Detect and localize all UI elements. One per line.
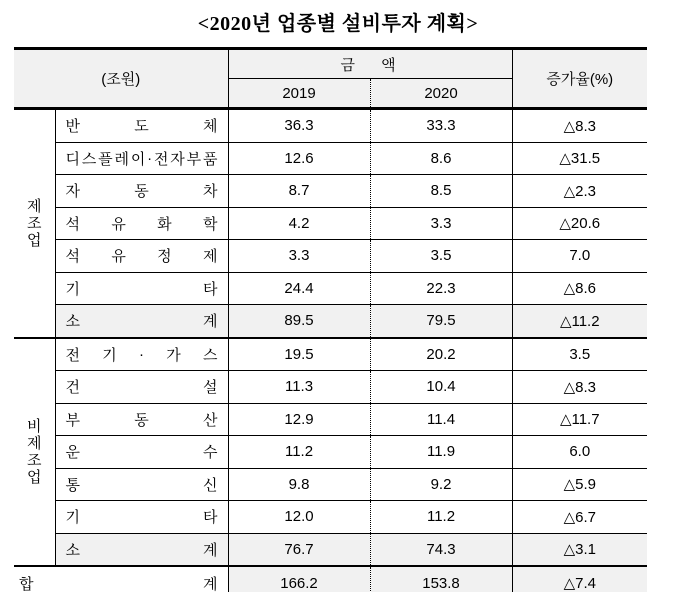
value-2019-cell: 8.7 <box>228 175 370 208</box>
row-label-1-0 <box>56 344 228 365</box>
group-label-char: 비 <box>27 417 42 435</box>
row-label-total <box>14 573 228 592</box>
label-char: 부 <box>186 150 202 168</box>
unit-header-cell: (조원) <box>14 49 228 109</box>
label-char: 합 <box>19 575 34 592</box>
year-2019-header-cell: 2019 <box>228 79 370 109</box>
group-label-char: 제 <box>27 434 42 452</box>
total-2020-cell: 153.8 <box>370 566 512 592</box>
growth-rate-cell: △11.7 <box>512 403 647 436</box>
value-2020-cell: 8.6 <box>370 142 512 175</box>
label-char: 반 <box>65 118 80 136</box>
label-char: 유 <box>111 215 126 233</box>
growth-rate-cell: △2.3 <box>512 175 647 208</box>
value-2020-cell: 11.4 <box>370 403 512 436</box>
table-row <box>14 207 647 240</box>
group-label-char: 조 <box>27 214 42 232</box>
value-2019-cell: 3.3 <box>228 240 370 273</box>
value-2019-cell: 12.6 <box>228 142 370 175</box>
table-row <box>14 501 647 534</box>
growth-rate-cell: △8.6 <box>512 272 647 305</box>
value-2020-cell: 10.4 <box>370 371 512 404</box>
growth-rate-cell: △8.3 <box>512 371 647 404</box>
label-char: 신 <box>203 476 218 494</box>
row-label-0-3 <box>56 213 228 234</box>
growth-rate-cell: 7.0 <box>512 240 647 273</box>
value-2019-cell: 24.4 <box>228 272 370 305</box>
value-2020-cell: 79.5 <box>370 305 512 338</box>
label-char: 석 <box>65 215 80 233</box>
table-row <box>14 338 647 371</box>
table-row <box>14 240 647 273</box>
value-2020-cell: 22.3 <box>370 272 512 305</box>
table-row <box>14 142 647 175</box>
value-2019-cell: 12.9 <box>228 403 370 436</box>
industry-label-cell <box>55 338 228 371</box>
value-2019-cell: 4.2 <box>228 207 370 240</box>
label-char: 가 <box>166 346 181 364</box>
table-header <box>14 49 647 109</box>
value-2019-cell: 76.7 <box>228 533 370 566</box>
label-char: 계 <box>203 575 218 592</box>
value-2020-cell: 3.3 <box>370 207 512 240</box>
value-2019-cell: 36.3 <box>228 109 370 143</box>
label-char: 계 <box>203 541 218 559</box>
label-char: 운 <box>65 444 80 462</box>
group-label-char: 제 <box>27 197 42 215</box>
label-char: 유 <box>111 248 126 266</box>
industry-label-cell <box>55 436 228 469</box>
label-char: 이 <box>130 150 146 168</box>
row-label-1-6 <box>56 539 228 560</box>
industry-label-cell <box>55 109 228 143</box>
table-row <box>14 272 647 305</box>
value-2020-cell: 9.2 <box>370 468 512 501</box>
row-label-1-3 <box>56 441 228 462</box>
industry-label-cell <box>55 403 228 436</box>
label-char: 석 <box>65 248 80 266</box>
growth-rate-cell: △8.3 <box>512 109 647 143</box>
table-row <box>14 436 647 469</box>
value-2019-cell: 11.2 <box>228 436 370 469</box>
label-char: 레 <box>114 150 129 168</box>
growth-rate-cell: △20.6 <box>512 207 647 240</box>
label-char: 자 <box>170 150 185 168</box>
row-label-0-6 <box>56 310 228 331</box>
industry-label-cell <box>55 533 228 566</box>
table-row <box>14 175 647 208</box>
label-char: 타 <box>203 280 218 298</box>
value-2019-cell: 19.5 <box>228 338 370 371</box>
industry-label-cell <box>55 305 228 338</box>
label-char: · <box>139 345 144 363</box>
table-row <box>14 533 647 566</box>
label-char: 전 <box>153 150 169 168</box>
table-row <box>14 371 647 404</box>
label-char: 수 <box>203 444 218 462</box>
value-2020-cell: 11.2 <box>370 501 512 534</box>
label-char: 동 <box>134 183 149 201</box>
label-char: · <box>147 149 153 167</box>
growth-rate-cell: △3.1 <box>512 533 647 566</box>
value-2020-cell: 20.2 <box>370 338 512 371</box>
label-char: 자 <box>65 183 80 201</box>
group-label-char: 업 <box>27 468 42 486</box>
value-2019-cell: 12.0 <box>228 501 370 534</box>
value-2020-cell: 11.9 <box>370 436 512 469</box>
label-char: 계 <box>203 313 218 331</box>
value-2019-cell: 9.8 <box>228 468 370 501</box>
label-char: 산 <box>203 411 218 429</box>
label-char: 부 <box>65 411 80 429</box>
table-row <box>14 468 647 501</box>
row-label-0-2 <box>56 180 228 201</box>
label-char: 학 <box>202 215 218 233</box>
row-label-1-4 <box>56 474 228 495</box>
industry-label-cell <box>55 371 228 404</box>
industry-label-cell <box>55 240 228 273</box>
industry-label-cell <box>55 501 228 534</box>
industry-label-cell <box>55 272 228 305</box>
row-label-1-1 <box>56 376 228 397</box>
growth-rate-cell: 3.5 <box>512 338 647 371</box>
label-char: 소 <box>65 541 80 559</box>
label-char: 품 <box>202 150 218 168</box>
value-2020-cell: 33.3 <box>370 109 512 143</box>
header-row-1 <box>14 49 647 79</box>
industry-label-cell <box>55 468 228 501</box>
label-char: 기 <box>65 509 80 527</box>
label-char: 전 <box>65 346 80 364</box>
value-2020-cell: 3.5 <box>370 240 512 273</box>
label-char: 기 <box>102 346 117 364</box>
label-char: 스 <box>81 150 97 168</box>
row-label-0-4 <box>56 245 228 266</box>
group-label-char: 업 <box>27 231 42 249</box>
table-row <box>14 403 647 436</box>
page-title: <2020년 업종별 설비투자 계획> <box>197 13 479 35</box>
label-char: 플 <box>98 150 113 168</box>
growth-rate-cell: △31.5 <box>512 142 647 175</box>
growth-rate-cell: △5.9 <box>512 468 647 501</box>
total-2019-cell: 166.2 <box>228 566 370 592</box>
label-char: 스 <box>203 346 218 364</box>
label-char: 차 <box>203 183 218 201</box>
label-char: 동 <box>134 411 149 429</box>
row-label-0-0 <box>56 115 228 136</box>
row-label-1-2 <box>56 409 228 430</box>
amount-header-cell: 금 액 <box>228 49 512 79</box>
group-label-char: 조 <box>27 451 42 469</box>
growth-rate-cell: 6.0 <box>512 436 647 469</box>
industry-label-cell <box>55 142 228 175</box>
label-char: 화 <box>157 215 172 233</box>
year-2020-header-cell: 2020 <box>370 79 512 109</box>
label-char: 체 <box>203 118 218 136</box>
label-char: 도 <box>134 118 149 136</box>
value-2020-cell: 74.3 <box>370 533 512 566</box>
label-char: 통 <box>65 476 80 494</box>
group-label-manufacturing <box>14 109 55 338</box>
investment-table <box>14 47 647 592</box>
growth-rate-cell: △11.2 <box>512 305 647 338</box>
label-char: 정 <box>157 248 172 266</box>
row-label-1-5 <box>56 506 228 527</box>
growth-rate-header-cell: 증가율(%) <box>512 49 647 109</box>
label-char: 소 <box>65 313 80 331</box>
total-label-cell <box>14 566 228 592</box>
table-row <box>14 305 647 338</box>
label-char: 건 <box>65 379 80 397</box>
row-label-0-5 <box>56 278 228 299</box>
total-growth-cell: △7.4 <box>512 566 647 592</box>
total-row <box>14 566 647 592</box>
table-body <box>14 109 647 592</box>
table-row <box>14 109 647 143</box>
label-char: 설 <box>203 379 218 397</box>
value-2020-cell: 8.5 <box>370 175 512 208</box>
row-label-0-1 <box>56 148 228 169</box>
value-2019-cell: 11.3 <box>228 371 370 404</box>
industry-label-cell <box>55 207 228 240</box>
label-char: 타 <box>203 509 218 527</box>
label-char: 제 <box>202 248 218 266</box>
group-label-non-manufacturing <box>14 338 55 567</box>
label-char: 디 <box>65 150 80 168</box>
industry-label-cell <box>55 175 228 208</box>
label-char: 기 <box>65 280 80 298</box>
value-2019-cell: 89.5 <box>228 305 370 338</box>
growth-rate-cell: △6.7 <box>512 501 647 534</box>
